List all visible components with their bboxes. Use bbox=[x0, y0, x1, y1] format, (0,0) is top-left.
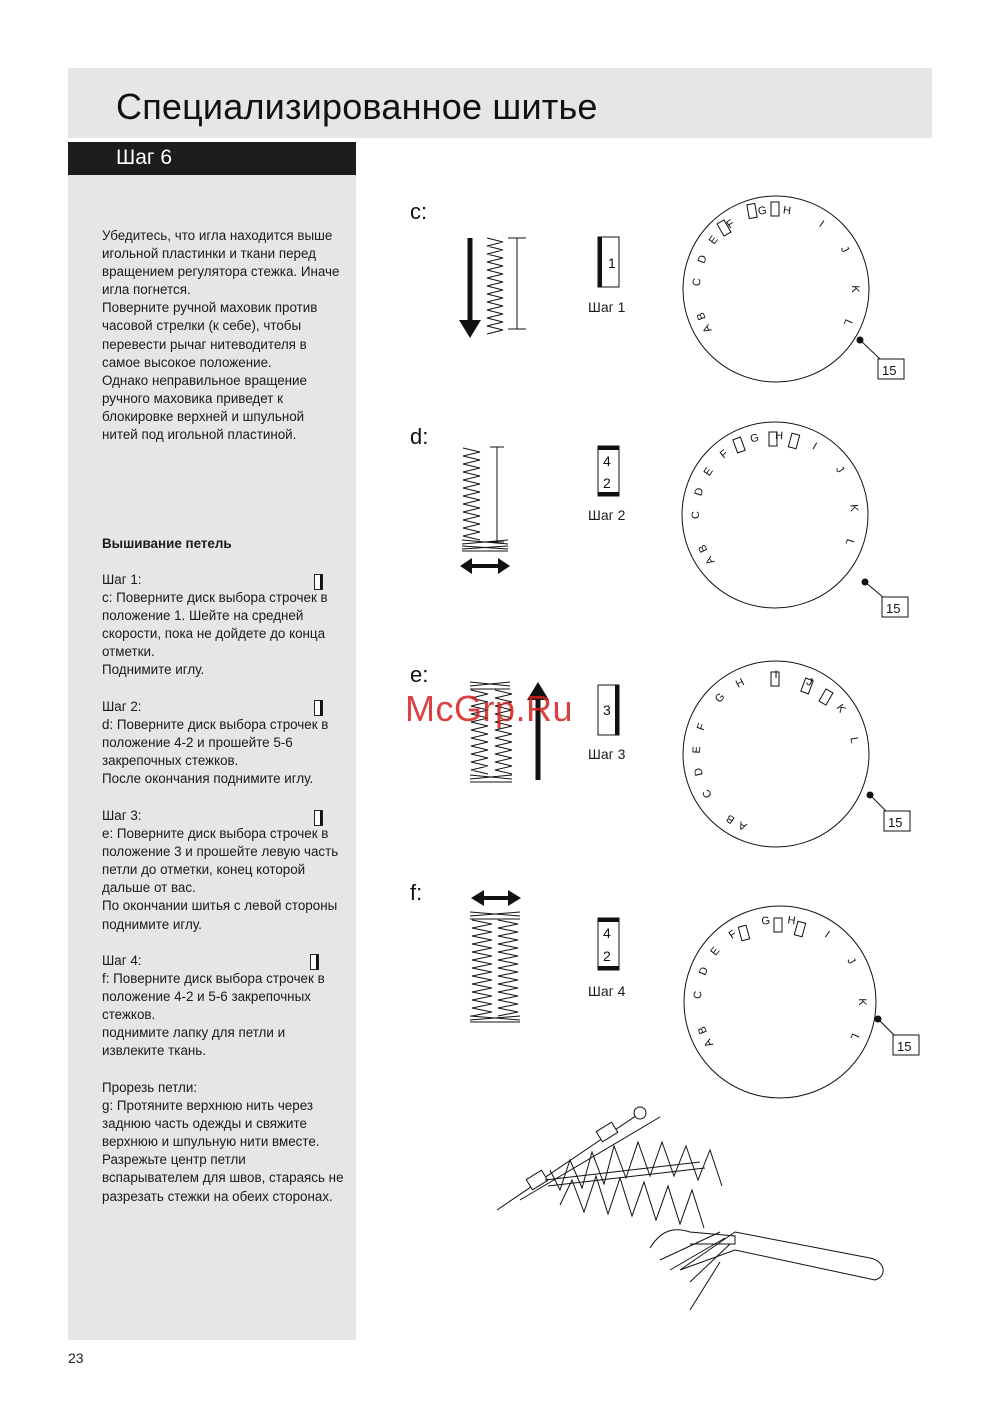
dial-letter: I bbox=[810, 440, 819, 453]
step-line: стежков. bbox=[102, 1007, 156, 1023]
dial-letter: A bbox=[736, 818, 749, 833]
intro-line: игольной пластинки и ткани перед bbox=[102, 246, 316, 262]
dial-letter: D bbox=[696, 965, 711, 978]
step-line: поднимите лапку для петли и bbox=[102, 1025, 286, 1041]
dial-letter: L bbox=[842, 537, 856, 547]
dial-letter: F bbox=[726, 927, 740, 942]
step-label: Шаг 3 bbox=[588, 746, 626, 762]
indicator-value: 3 bbox=[603, 702, 611, 718]
dial-letter: B bbox=[696, 1024, 710, 1036]
dial-letter: C bbox=[690, 277, 704, 287]
dial-letter: B bbox=[696, 542, 711, 555]
step-line: скорости, пока не дойдете до конца bbox=[102, 626, 326, 642]
step-line: положение 4-2 и прошейте 5-6 bbox=[102, 735, 293, 751]
step-heading-text: Шаг 3: bbox=[102, 808, 142, 823]
step-line: c: Поверните диск выбора строчек в bbox=[102, 590, 328, 606]
step-line: поднимите иглу. bbox=[102, 916, 202, 932]
step-line: извлеките ткань. bbox=[102, 1043, 206, 1059]
intro-line: Убедитесь, что игла находится выше bbox=[102, 228, 333, 243]
indicator-value: 4 bbox=[603, 453, 611, 469]
step-line: заднюю часть одежды и свяжите bbox=[102, 1116, 307, 1132]
intro-line: игла погнется. bbox=[102, 282, 191, 298]
step-line: f: Поверните диск выбора строчек в bbox=[102, 971, 325, 987]
buttonhole-step1-diagram bbox=[459, 238, 526, 338]
dial-letter: K bbox=[849, 285, 861, 293]
buttonhole-step4-diagram bbox=[470, 890, 521, 1022]
dial-letter: I bbox=[816, 218, 827, 231]
dial-letter: L bbox=[840, 317, 855, 328]
step-label: Шаг 2 bbox=[588, 507, 626, 523]
dial-letter: J bbox=[804, 675, 815, 690]
intro-line: Однако неправильное вращение bbox=[102, 372, 307, 388]
intro-line: вращением регулятора стежка. Иначе bbox=[102, 264, 340, 280]
step-line: e: Поверните диск выбора строчек в bbox=[102, 826, 329, 842]
step-label: Шаг 4 bbox=[588, 983, 626, 999]
seam-ripper-illustration bbox=[497, 1107, 883, 1310]
step-label: Шаг 1 bbox=[588, 299, 626, 315]
figure-letter-d: d: bbox=[410, 424, 429, 449]
step-line: разрезать стежки на обеих сторонах. bbox=[102, 1188, 333, 1204]
step-line: После окончания поднимите иглу. bbox=[102, 771, 314, 787]
step-heading: Шаг 6 bbox=[116, 146, 173, 169]
dial-letter: F bbox=[694, 721, 709, 733]
dial-letter: F bbox=[717, 447, 731, 462]
dial-letter: E bbox=[706, 233, 721, 247]
dial-letter: D bbox=[692, 766, 706, 777]
step-line: g: Протяните верхнюю нить через bbox=[102, 1098, 313, 1114]
dial-letter: L bbox=[847, 736, 861, 745]
dial-letter: A bbox=[700, 322, 715, 335]
step-line: дальше от вас. bbox=[102, 880, 196, 896]
intro-line: ручного маховика приведет к bbox=[102, 390, 283, 406]
dial-letter: I bbox=[774, 669, 778, 681]
dial-letter: H bbox=[774, 429, 784, 443]
step-line: положение 1. Шейте на средней bbox=[102, 608, 304, 624]
dial-callout-number: 15 bbox=[886, 601, 901, 616]
intro-line: блокировке верхней и шпульной bbox=[102, 408, 305, 424]
stitch-dial bbox=[683, 661, 910, 847]
dial-letter: K bbox=[847, 503, 861, 513]
intro-line: Поверните ручной маховик против bbox=[102, 300, 318, 316]
dial-letter: E bbox=[708, 944, 723, 959]
step-line: положение 3 и прошейте левую часть bbox=[102, 844, 339, 860]
dial-letter: H bbox=[786, 914, 797, 928]
dial-letter: G bbox=[760, 914, 772, 928]
page-number: 23 bbox=[68, 1350, 84, 1366]
figure-letter-f: f: bbox=[410, 880, 423, 905]
dial-letter: H bbox=[733, 676, 747, 691]
buttonhole-step2-diagram bbox=[460, 447, 510, 574]
dial-letter: A bbox=[701, 1036, 716, 1050]
step-line: петли до отметки, конец которой bbox=[102, 862, 306, 878]
indicator-value: 2 bbox=[603, 475, 611, 491]
dial-letter: B bbox=[694, 310, 709, 322]
dial-letter: J bbox=[833, 463, 847, 476]
section-title: Вышивание петель bbox=[102, 536, 232, 551]
dial-letter: H bbox=[782, 204, 792, 218]
dial-letter: J bbox=[837, 244, 852, 255]
step-line: вспарывателем для швов, стараясь не bbox=[102, 1170, 344, 1186]
dial-letter: C bbox=[691, 990, 705, 1000]
dial-letter: G bbox=[748, 431, 761, 446]
dial-letter: K bbox=[833, 702, 848, 716]
figure-letter-c: c: bbox=[410, 199, 428, 224]
dial-callout-number: 15 bbox=[897, 1039, 912, 1054]
dial-letter: D bbox=[695, 253, 710, 266]
step-line: Поднимите иглу. bbox=[102, 662, 205, 678]
dial-letter: E bbox=[701, 465, 716, 479]
intro-line: перевести рычаг нитеводителя в bbox=[102, 336, 307, 352]
intro-line: часовой стрелки (к себе), чтобы bbox=[102, 318, 302, 334]
indicator-value: 4 bbox=[603, 925, 611, 941]
dial-letter: L bbox=[847, 1031, 862, 1042]
step-line: Разрежьте центр петли bbox=[102, 1152, 246, 1168]
intro-line: самое высокое положение. bbox=[102, 354, 272, 370]
intro-line: нитей под игольной пластиной. bbox=[102, 427, 297, 443]
figure-letter-e: e: bbox=[410, 662, 429, 687]
step-heading-text: Шаг 4: bbox=[102, 953, 142, 968]
step-heading-text: Прорезь петли: bbox=[102, 1080, 198, 1095]
dial-letter: J bbox=[844, 955, 858, 967]
dial-letter: D bbox=[692, 486, 707, 498]
dial-letter: K bbox=[856, 998, 868, 1006]
step-line: верхнюю и шпульную нити вместе. bbox=[102, 1134, 320, 1150]
dial-callout-number: 15 bbox=[888, 815, 903, 830]
step-heading-text: Шаг 1: bbox=[102, 572, 142, 587]
dial-letter: F bbox=[724, 217, 737, 232]
step-heading-text: Шаг 2: bbox=[102, 699, 142, 714]
stitch-dial bbox=[682, 422, 908, 617]
dial-letter: C bbox=[690, 511, 702, 519]
dial-letter: B bbox=[724, 811, 738, 826]
dial-letter: A bbox=[703, 553, 718, 567]
dial-letter: C bbox=[700, 787, 715, 800]
indicator-value: 2 bbox=[603, 948, 611, 964]
dial-letter: G bbox=[712, 690, 728, 706]
dial-letter: G bbox=[757, 204, 768, 218]
dial-letter: E bbox=[690, 745, 704, 754]
step-line: отметки. bbox=[102, 644, 155, 660]
step-line: По окончании шитья с левой стороны bbox=[102, 898, 338, 914]
step-line: положение 4-2 и 5-6 закрепочных bbox=[102, 989, 311, 1005]
page-title: Специализированное шитье bbox=[116, 86, 598, 127]
step-line: d: Поверните диск выбора строчек в bbox=[102, 717, 329, 733]
stitch-dial bbox=[683, 196, 904, 382]
dial-letter: I bbox=[822, 929, 832, 941]
watermark: McGrp.Ru bbox=[405, 688, 574, 729]
indicator-value: 1 bbox=[608, 255, 616, 271]
step-line: закрепочных стежков. bbox=[102, 753, 239, 769]
dial-callout-number: 15 bbox=[882, 363, 897, 378]
